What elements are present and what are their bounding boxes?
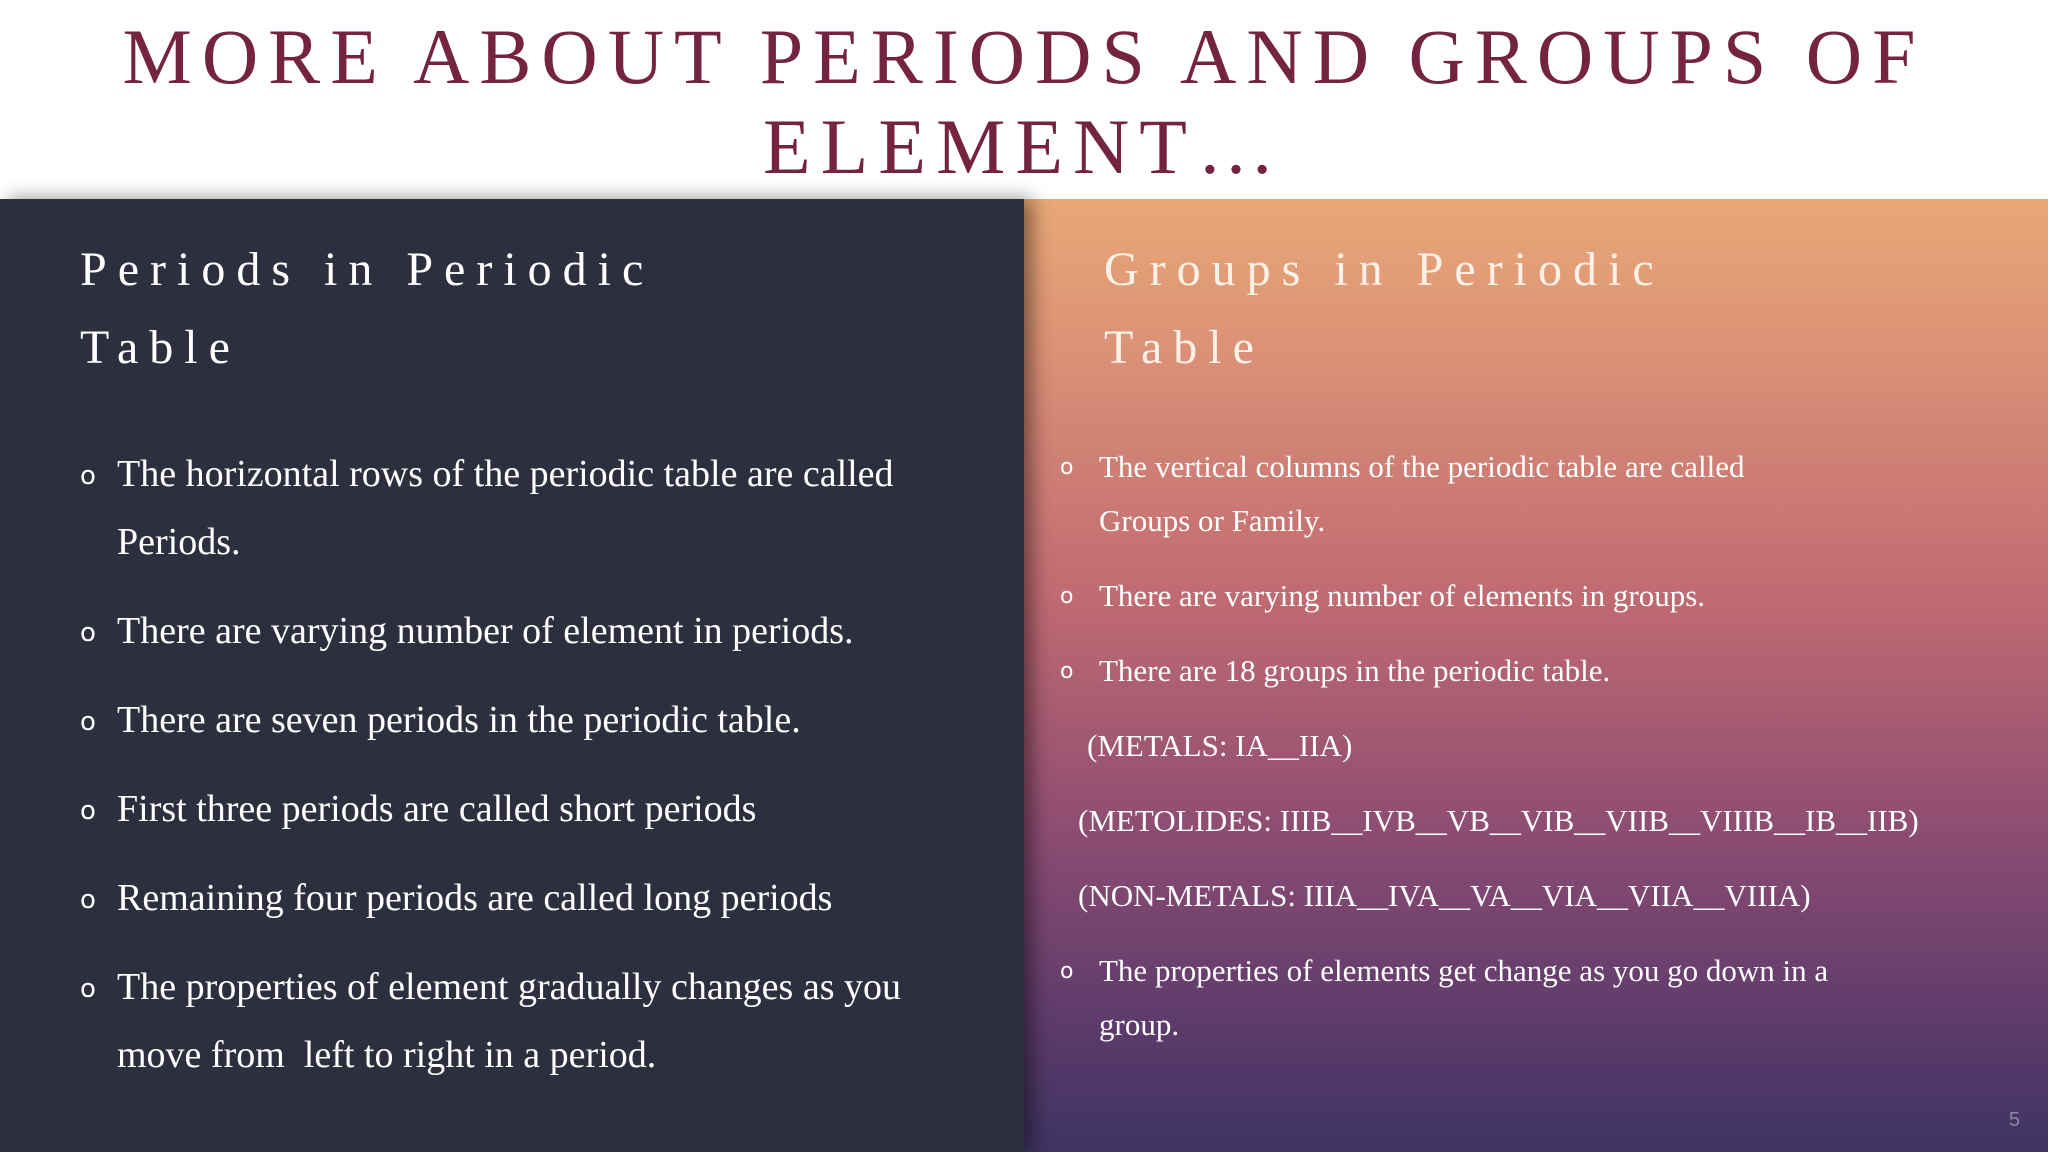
periods-bullet-1 <box>80 440 1000 576</box>
slide-title-line-2: ELEMENT… <box>763 103 1285 190</box>
bullet-circle-icon: o <box>80 707 96 737</box>
note-text: (NON-METALS: IIIA__IVA__VA__VIA__VIIA__VIIIA) <box>1078 878 1811 913</box>
bullet-circle-icon: o <box>1060 659 1074 684</box>
groups-heading <box>1104 231 1665 387</box>
bullet-circle-icon: o <box>80 618 96 648</box>
periods-bullet-6 <box>80 953 1000 1089</box>
groups-bullet-list <box>1060 440 2000 1073</box>
bullet-text-line: Periods. <box>117 521 241 563</box>
periods-bullet-4 <box>80 775 1000 843</box>
bullet-circle-icon: o <box>80 974 96 1004</box>
periods-bullet-3 <box>80 686 1000 754</box>
bullet-circle-icon: o <box>1060 455 1074 480</box>
bullet-text-line: There are 18 groups in the periodic table. <box>1099 653 1611 688</box>
note-text: (METOLIDES: IIIB__IVB__VB__VIB__VIIB__VIIIB__IB__IIB) <box>1078 803 1919 838</box>
non-metals-note <box>1060 869 2000 923</box>
bullet-circle-icon: o <box>80 461 96 491</box>
bullet-text-line: group. <box>1099 1007 1180 1042</box>
bullet-circle-icon: o <box>1060 584 1074 609</box>
periods-bullet-5 <box>80 864 1000 932</box>
bullet-text-line: First three periods are called short periods <box>117 788 757 830</box>
bullet-text-line: There are varying number of element in periods. <box>117 610 854 652</box>
slide-title <box>0 12 2048 192</box>
periods-bullet-2 <box>80 597 1000 665</box>
periods-heading-line-1: Periods in Periodic <box>80 243 655 296</box>
bullet-text-line: The horizontal rows of the periodic table are called <box>117 453 894 495</box>
bullet-text-line: Groups or Family. <box>1099 503 1326 538</box>
periods-heading <box>80 231 654 387</box>
bullet-text-line: There are varying number of elements in groups. <box>1099 578 1706 613</box>
groups-heading-line-1: Groups in Periodic <box>1104 243 1665 296</box>
page-number: 5 <box>2008 1109 2020 1131</box>
groups-bullet-4 <box>1060 944 2000 1052</box>
note-text: (METALS: IA__IIA) <box>1087 728 1353 763</box>
bullet-circle-icon: o <box>80 796 96 826</box>
bullet-text-line: The properties of elements get change as you go down in a <box>1099 953 1829 988</box>
bullet-text-line: The properties of element gradually changes as you <box>117 966 901 1008</box>
bullet-circle-icon: o <box>1060 959 1074 984</box>
bullet-text-line: There are seven periods in the periodic table. <box>117 699 801 741</box>
title-area <box>0 0 2048 198</box>
bullet-text-line: The vertical columns of the periodic table are called <box>1099 449 1745 484</box>
bullet-circle-icon: o <box>80 885 96 915</box>
groups-heading-line-2: Table <box>1104 321 1265 374</box>
bullet-text-line: move from left to right in a period. <box>117 1034 657 1076</box>
groups-bullet-2 <box>1060 569 2000 623</box>
groups-bullet-1 <box>1060 440 2000 548</box>
periods-heading-line-2: Table <box>80 321 241 374</box>
metals-note <box>1060 719 2000 773</box>
periods-bullet-list <box>80 440 1000 1110</box>
metalloids-note <box>1060 794 2000 848</box>
slide-title-line-1: MORE ABOUT PERIODS AND GROUPS OF <box>122 13 1926 100</box>
groups-bullet-3 <box>1060 644 2000 698</box>
bullet-text-line: Remaining four periods are called long periods <box>117 877 833 919</box>
